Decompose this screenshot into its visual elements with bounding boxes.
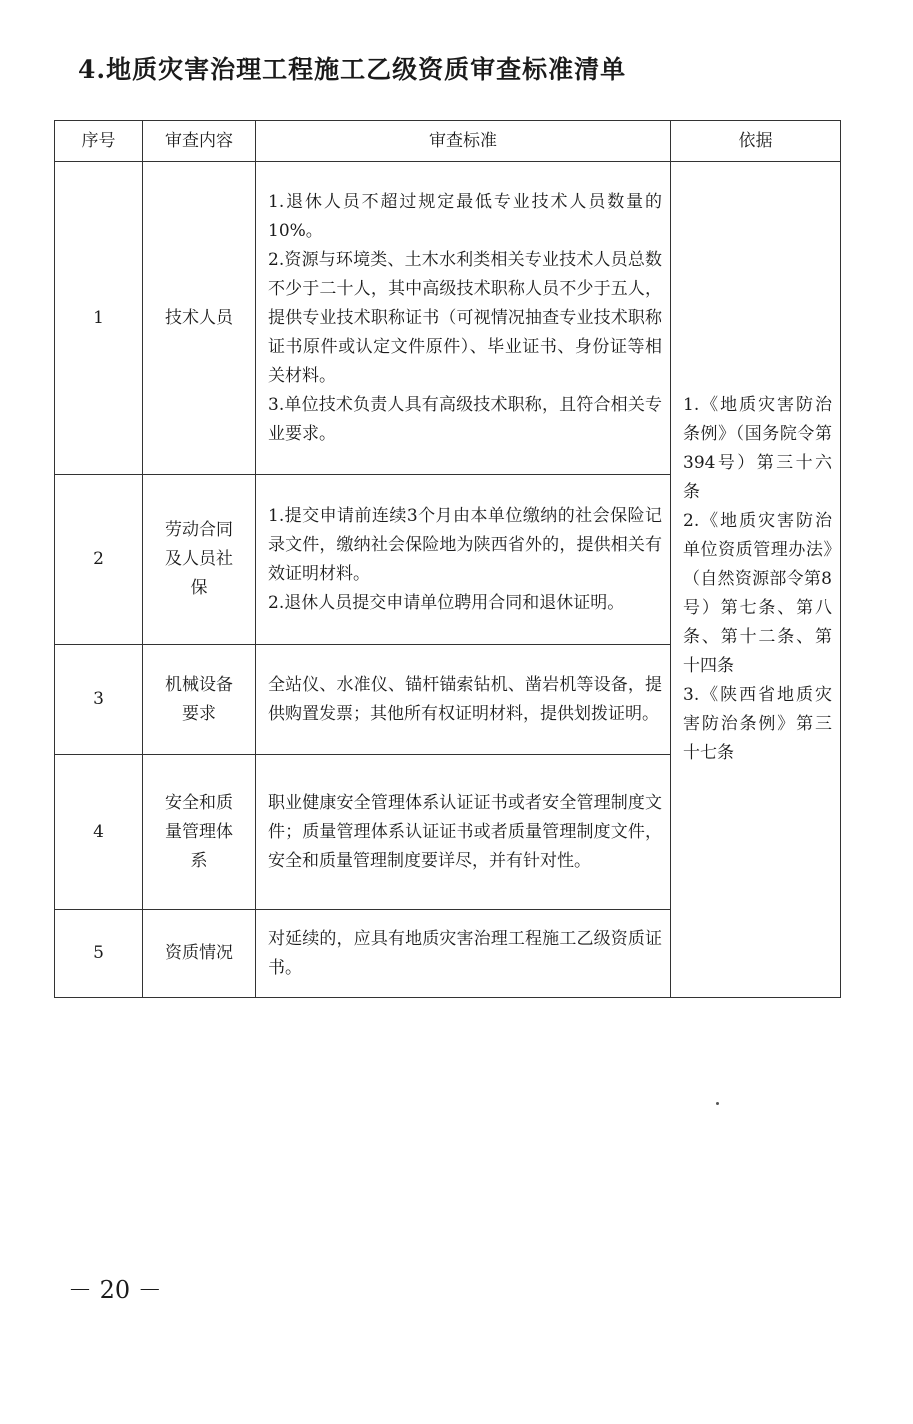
- row-num: 3: [55, 645, 143, 755]
- page-title: 4.地质灾害治理工程施工乙级资质审查标准清单: [78, 55, 627, 84]
- row-item: [143, 645, 256, 755]
- standard-line: 职业健康安全管理体系认证证书或者安全管理制度文件；质量管理体系认证证书或者质量管理制度文件，安全和质量管理制度要详尽，并有针对性。: [268, 792, 662, 871]
- row-num: 2: [55, 475, 143, 645]
- row-num: 5: [55, 910, 143, 998]
- standard-line: 3.单位技术负责人具有高级技术职称，且符合相关专业要求。: [268, 394, 662, 444]
- row-item: [143, 910, 256, 998]
- standard-line: 2.退休人员提交申请单位聘用合同和退休证明。: [268, 592, 625, 613]
- basis-cell: [671, 162, 841, 998]
- row-standard: [256, 645, 671, 755]
- row-num: 4: [55, 755, 143, 910]
- review-standards-table: [54, 120, 841, 998]
- row-item-line: 技术人员: [165, 307, 233, 328]
- basis-line: 3.《陕西省地质灾害防治条例》第三十七条: [683, 685, 832, 763]
- page-number: － 20 －: [68, 1276, 162, 1304]
- row-standard: [256, 162, 671, 475]
- table-row: [55, 162, 841, 475]
- row-item-line: 及人员社: [165, 549, 233, 569]
- row-item-line: 量管理体: [165, 821, 233, 842]
- row-item-line: 保: [190, 578, 208, 598]
- basis-line: 1.《地质灾害防治条例》（国务院令第394号）第三十六条: [683, 395, 832, 502]
- row-standard: [256, 475, 671, 645]
- row-standard: [256, 910, 671, 998]
- basis-line: 2.《地质灾害防治单位资质管理办法》（自然资源部令第8号）第七条、第八条、第十二条、第十四条: [683, 511, 832, 676]
- row-item-line: 系: [190, 850, 208, 871]
- row-item-line: 资质情况: [165, 943, 233, 963]
- header-item: 审查内容: [143, 121, 256, 162]
- standard-line: 对延续的，应具有地质灾害治理工程施工乙级资质证书。: [268, 928, 662, 978]
- header-num: 序号: [55, 121, 143, 162]
- header-standard: 审查标准: [256, 121, 671, 162]
- header-basis: 依据: [671, 121, 841, 162]
- standard-line: 2.资源与环境类、土木水利类相关专业技术人员总数不少于二十人，其中高级技术职称人员不少于五人，提供专业技术职称证书（可视情况抽查专业技术职称证书原件或认定文件原件）、毕业证书、身份证等相关材料。: [268, 249, 662, 386]
- standard-line: 全站仪、水准仪、锚杆锚索钻机、凿岩机等设备，提供购置发票；其他所有权证明材料，提供划拨证明。: [268, 674, 662, 724]
- row-item: [143, 755, 256, 910]
- row-item: [143, 475, 256, 645]
- row-num: 1: [55, 162, 143, 475]
- row-standard: [256, 755, 671, 910]
- row-item-line: 机械设备: [165, 674, 233, 695]
- row-item-line: 要求: [182, 703, 216, 724]
- standard-line: 1.提交申请前连续3个月由本单位缴纳的社会保险记录文件，缴纳社会保险地为陕西省外的，提供相关有效证明材料。: [268, 505, 662, 584]
- table-header-row: [55, 121, 841, 162]
- scan-speck: [716, 1102, 719, 1105]
- row-item-line: 劳动合同: [165, 520, 233, 540]
- row-item: [143, 162, 256, 475]
- row-item-line: 安全和质: [165, 792, 233, 813]
- standard-line: 1.退休人员不超过规定最低专业技术人员数量的10%。: [268, 191, 662, 241]
